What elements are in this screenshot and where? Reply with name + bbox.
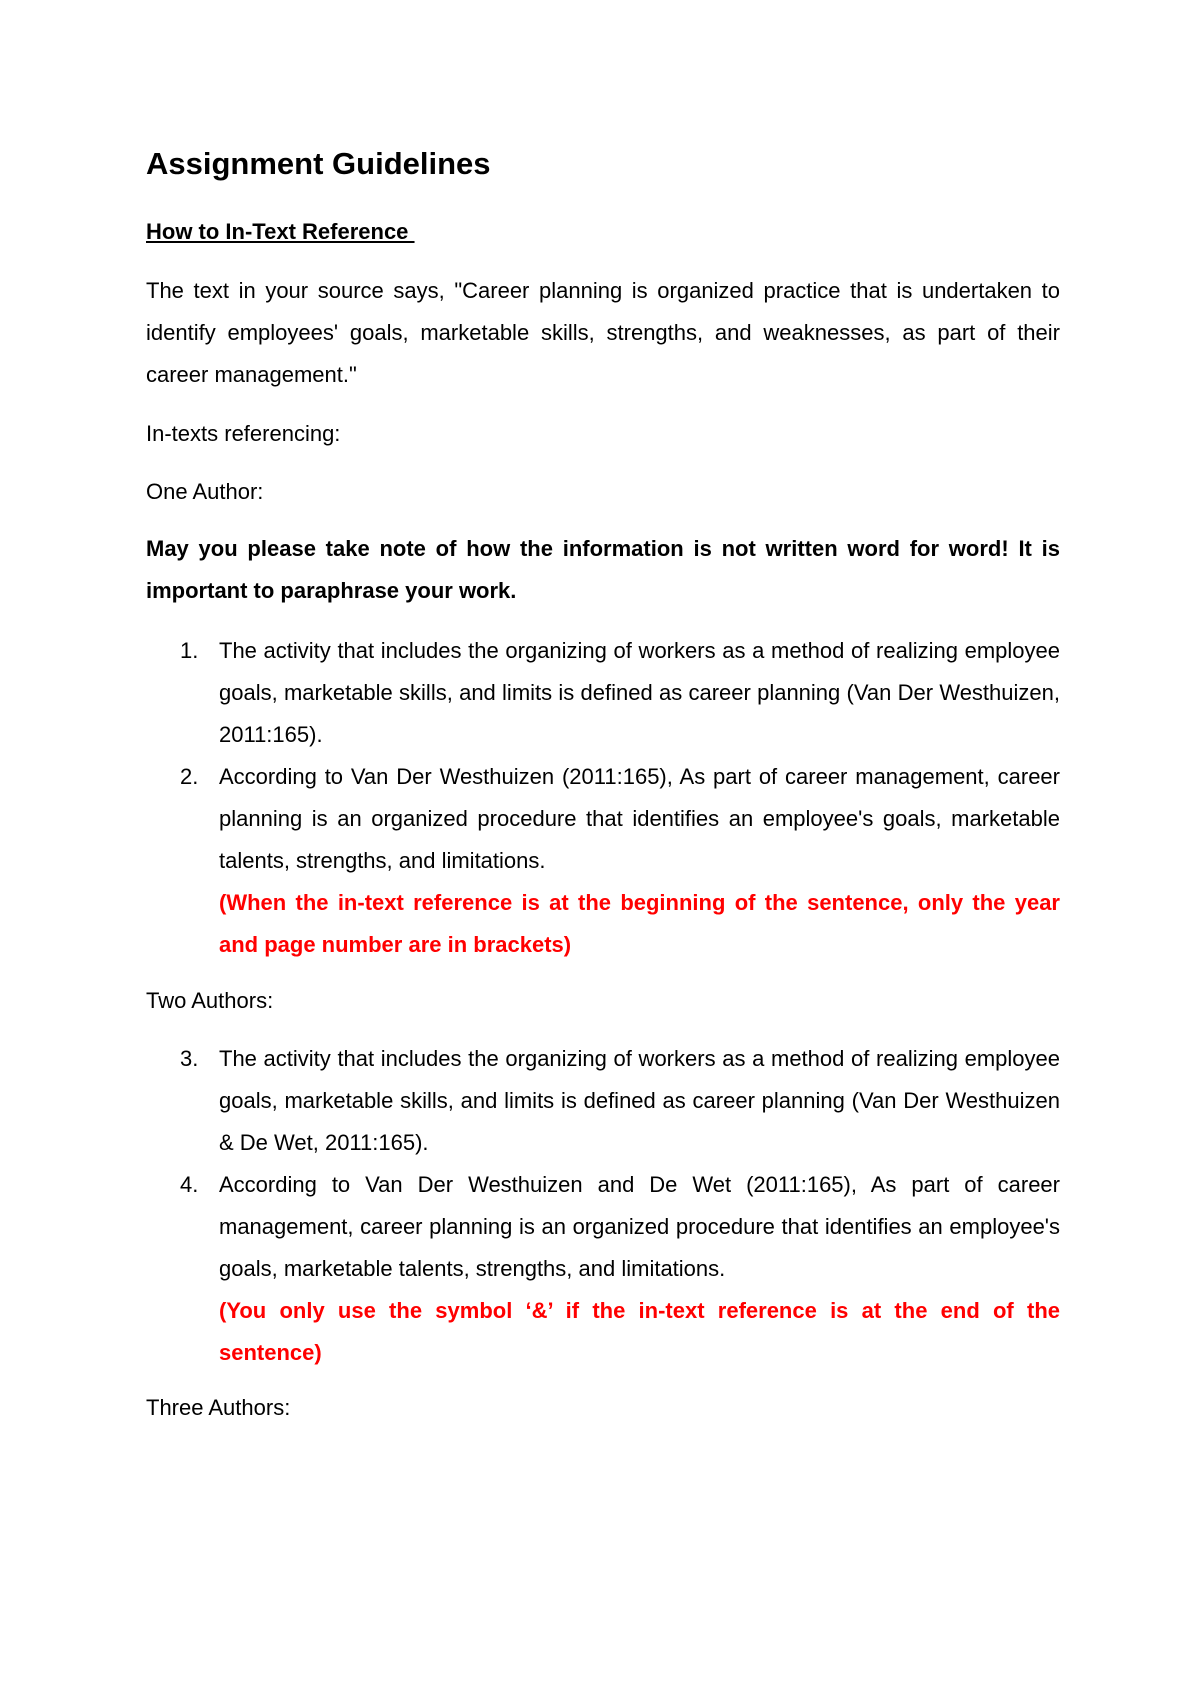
- list-item: [146, 1038, 1060, 1164]
- list-item-text: The activity that includes the organizing of workers as a method of realizing employee goals, marketable skills, and limits is defined as career planning (Van Der Westhuizen, 2011:165).: [219, 638, 1060, 747]
- list-item-text: The activity that includes the organizing of workers as a method of realizing employee goals, marketable skills, and limits is defined as career planning (Van Der Westhuizen & De Wet, 2011:165).: [219, 1046, 1060, 1155]
- red-note: (You only use the symbol ‘&’ if the in-text reference is at the end of the sentence): [219, 1298, 1060, 1365]
- list-item: [146, 1164, 1060, 1374]
- paraphrase-notice: May you please take note of how the information is not written word for word! It is important to paraphrase your work.: [146, 536, 1060, 603]
- intro-paragraph: The text in your source says, "Career planning is organized practice that is undertaken to identify employees' goals, marketable skills, strengths, and weaknesses, as part of their career management.": [146, 278, 1060, 387]
- two-authors-label: Two Authors:: [146, 988, 274, 1013]
- list-item: [146, 630, 1060, 756]
- one-author-label: One Author:: [146, 479, 264, 504]
- red-note: (When the in-text reference is at the beginning of the sentence, only the year and page number are in brackets): [219, 890, 1060, 957]
- list-number: 3.: [180, 1046, 199, 1071]
- list-item-text: According to Van Der Westhuizen and De Wet (2011:165), As part of career management, career planning is an organized procedure that identifies an employee's goals, marketable talents, strengths, and limitations.: [219, 1172, 1060, 1281]
- three-authors-label: Three Authors:: [146, 1395, 291, 1420]
- list-number: 2.: [180, 764, 199, 789]
- section-heading: How to In-Text Reference: [146, 219, 415, 244]
- list-item: [146, 756, 1060, 966]
- list-number: 4.: [180, 1172, 199, 1197]
- in-texts-label: In-texts referencing:: [146, 421, 341, 446]
- list-number: 1.: [180, 638, 199, 663]
- document-title: Assignment Guidelines: [146, 146, 491, 181]
- list-item-text: According to Van Der Westhuizen (2011:165), As part of career management, career planning is an organized procedure that identifies an employee's goals, marketable talents, strengths, and limitations.: [219, 764, 1060, 873]
